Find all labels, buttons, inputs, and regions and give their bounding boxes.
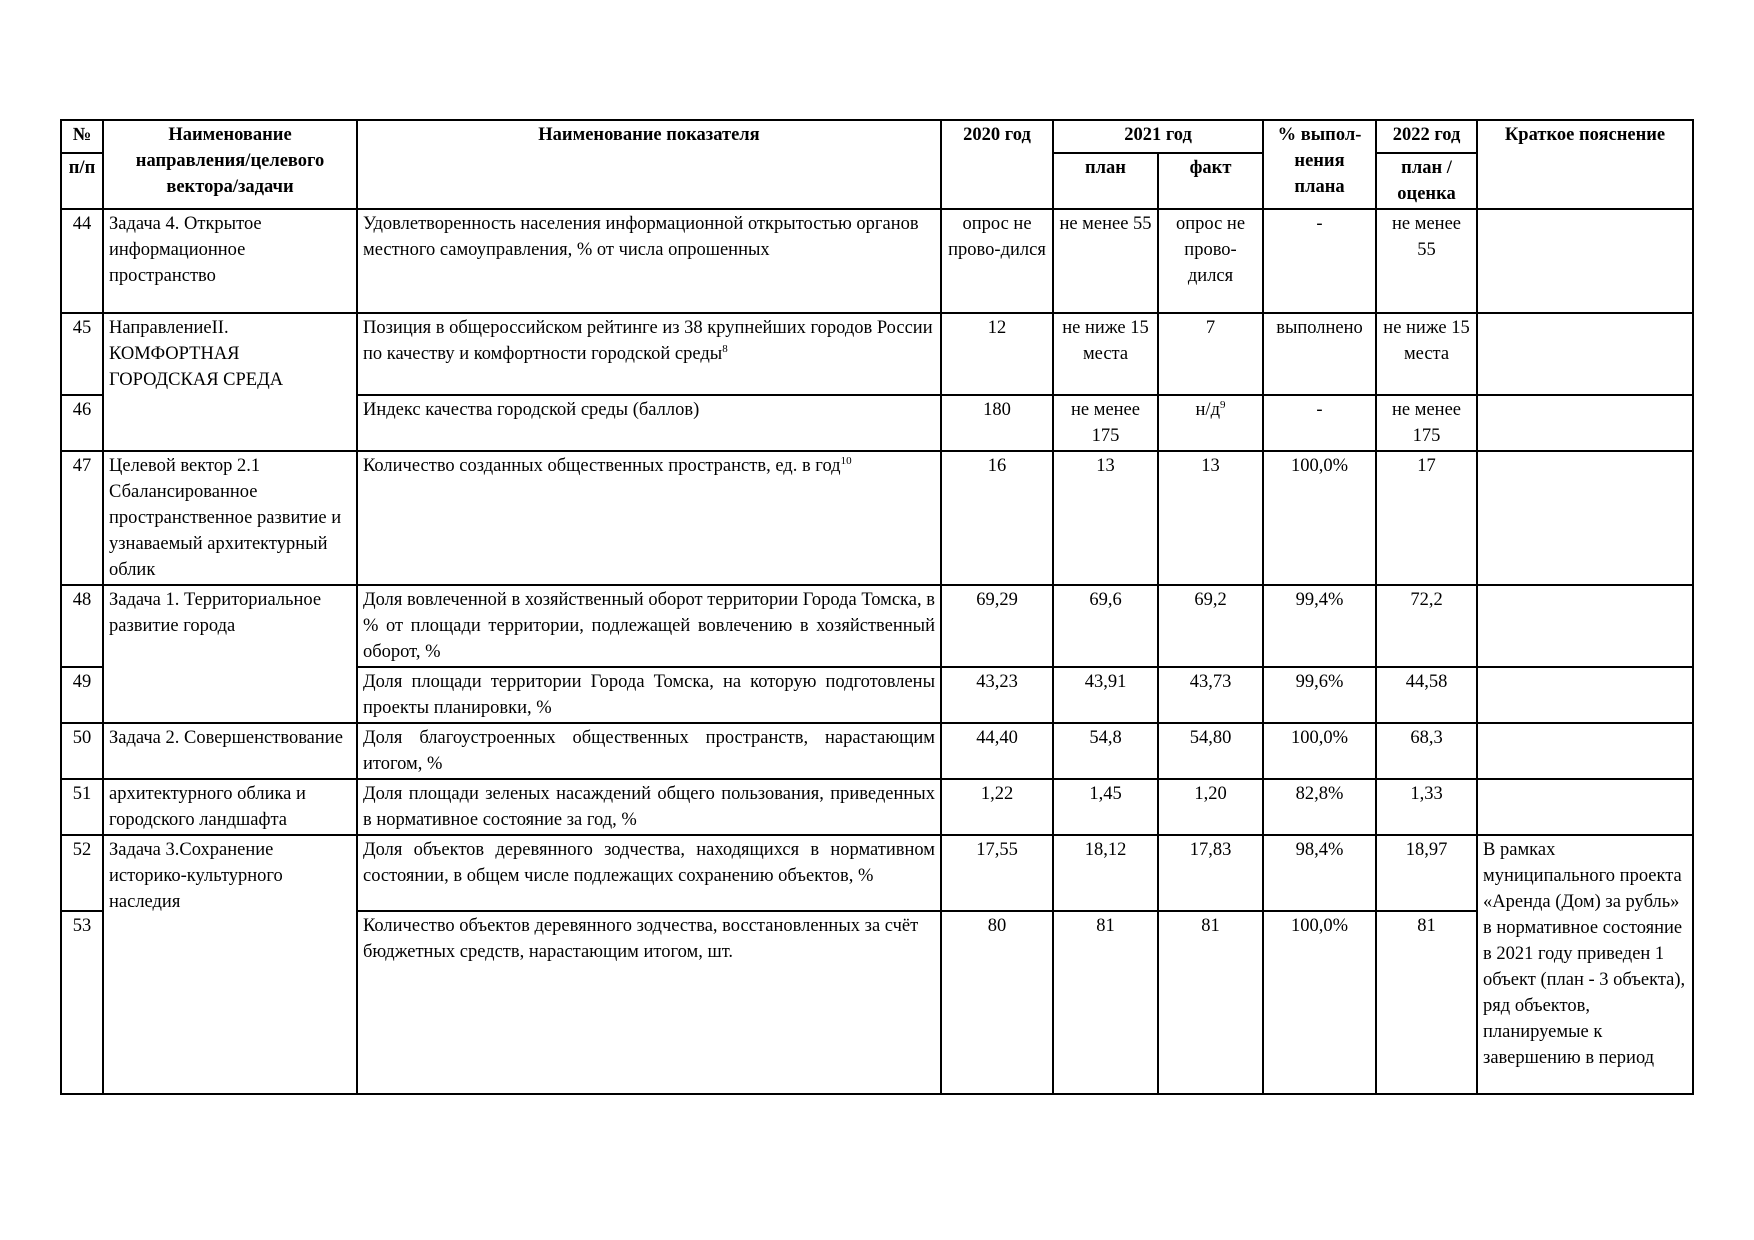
header-2022: 2022 год: [1376, 120, 1477, 153]
indicator-cell: Доля благоустроенных общественных пространств, нарастающим итогом, %: [357, 723, 941, 779]
header-direction-line1: Наименование: [168, 125, 292, 145]
value-2022: не менее 175: [1376, 395, 1477, 451]
table-row: [61, 779, 1693, 835]
value-2022: 81: [1376, 911, 1477, 1094]
value-2021-plan: 81: [1053, 911, 1158, 1094]
value-pct: 99,4%: [1263, 585, 1376, 667]
indicator-cell: Доля вовлеченной в хозяйственный оборот территории Города Томска, в % от площади территории, подлежащей вовлечению в хозяйственный оборот, %: [357, 585, 941, 667]
indicators-table: [60, 119, 1694, 1095]
value-2021-fact: 81: [1158, 911, 1263, 1094]
direction-cell: Задача 1. Территориальное развитие города: [103, 585, 357, 723]
value-2022: 44,58: [1376, 667, 1477, 723]
value-2022: 17: [1376, 451, 1477, 585]
indicator-cell: Доля объектов деревянного зодчества, находящихся в нормативном состоянии, в общем числе подлежащих сохранению объектов, %: [357, 835, 941, 911]
value-2022: не менее 55: [1376, 209, 1477, 313]
row-number: 49: [61, 667, 103, 723]
direction-cell: Задача 3.Сохранение историко-культурного наследия: [103, 835, 357, 1094]
direction-cell: Задача 4. Открытое информационное пространство: [103, 209, 357, 313]
value-2020: 12: [941, 313, 1053, 395]
header-num-pp: п/п: [61, 153, 103, 209]
value-2021-fact: 43,73: [1158, 667, 1263, 723]
value-2022: не ниже 15 места: [1376, 313, 1477, 395]
table-row: [61, 451, 1693, 585]
direction-cell: Целевой вектор 2.1 Сбалансированное пространственное развитие и узнаваемый архитектурный облик: [103, 451, 357, 585]
value-2020: 69,29: [941, 585, 1053, 667]
header-direction-line2: направления/целевого вектора/задачи: [135, 151, 325, 197]
value-2021-fact: 1,20: [1158, 779, 1263, 835]
row-number: 53: [61, 911, 103, 1094]
indicator-cell: [357, 313, 941, 395]
value-2021-plan: не ниже 15 места: [1053, 313, 1158, 395]
row-number: 50: [61, 723, 103, 779]
indicator-cell: Индекс качества городской среды (баллов): [357, 395, 941, 451]
indicator-cell: Доля площади территории Города Томска, на которую подготовлены проекты планировки, %: [357, 667, 941, 723]
value-2021-plan: 54,8: [1053, 723, 1158, 779]
row-number: 52: [61, 835, 103, 911]
value-2021-plan: 43,91: [1053, 667, 1158, 723]
value-2022: 1,33: [1376, 779, 1477, 835]
value-2020: 180: [941, 395, 1053, 451]
value-2021-fact: [1158, 395, 1263, 451]
note-cell: В рамках муниципального проекта «Аренда (Дом) за рубль» в нормативное состояние в 2021 году приведен 1 объект (план - 3 объекта), ряд объектов, планируемые к завершению в период: [1477, 835, 1693, 1094]
value-2020: 17,55: [941, 835, 1053, 911]
footnote-ref: 9: [1219, 398, 1226, 411]
indicator-cell: Доля площади зеленых насаждений общего пользования, приведенных в нормативное состояние за год, %: [357, 779, 941, 835]
note-cell: [1477, 585, 1693, 667]
direction-cell: архитектурного облика и городского ландшафта: [103, 779, 357, 835]
header-direction: [103, 120, 357, 209]
note-cell: [1477, 451, 1693, 585]
value-pct: 99,6%: [1263, 667, 1376, 723]
header-2020: 2020 год: [941, 120, 1053, 209]
table-row: [61, 835, 1693, 911]
value-2021-plan: 13: [1053, 451, 1158, 585]
value-pct: 100,0%: [1263, 911, 1376, 1094]
direction-cell: НаправлениеII. КОМФОРТНАЯ ГОРОДСКАЯ СРЕДА: [103, 313, 357, 451]
note-cell: [1477, 395, 1693, 451]
fact-text: н/д: [1195, 400, 1220, 420]
indicator-text: Позиция в общероссийском рейтинге из 38 крупнейших городов России по качеству и комфортности городской среды: [363, 318, 933, 364]
note-cell: [1477, 209, 1693, 313]
value-2021-fact: 13: [1158, 451, 1263, 585]
indicator-cell: [357, 451, 941, 585]
row-number: 48: [61, 585, 103, 667]
header-2022-plan-est: план / оценка: [1376, 153, 1477, 209]
header-2021: 2021 год: [1053, 120, 1263, 153]
value-2020: 44,40: [941, 723, 1053, 779]
header-pct: % выпол-нения плана: [1263, 120, 1376, 209]
value-2020: опрос не прово-дился: [941, 209, 1053, 313]
value-2021-fact: 17,83: [1158, 835, 1263, 911]
table-row: [61, 723, 1693, 779]
row-number: 45: [61, 313, 103, 395]
value-2021-fact: 54,80: [1158, 723, 1263, 779]
indicator-cell: Удовлетворенность населения информационной открытостью органов местного самоуправления, % от числа опрошенных: [357, 209, 941, 313]
value-2022: 18,97: [1376, 835, 1477, 911]
value-pct: -: [1263, 395, 1376, 451]
row-number: 47: [61, 451, 103, 585]
value-2021-plan: не менее 175: [1053, 395, 1158, 451]
value-2021-fact: опрос не прово-дился: [1158, 209, 1263, 313]
indicator-cell: Количество объектов деревянного зодчества, восстановленных за счёт бюджетных средств, нарастающим итогом, шт.: [357, 911, 941, 1094]
table-row: [61, 313, 1693, 395]
value-2021-plan: 69,6: [1053, 585, 1158, 667]
footnote-ref: 10: [840, 454, 852, 467]
header-note: Краткое пояснение: [1477, 120, 1693, 209]
value-2020: 43,23: [941, 667, 1053, 723]
value-pct: 98,4%: [1263, 835, 1376, 911]
header-num: №: [61, 120, 103, 153]
indicator-text: Количество созданных общественных пространств, ед. в год: [363, 456, 841, 476]
direction-cell: Задача 2. Совершенствование: [103, 723, 357, 779]
table-row: [61, 209, 1693, 313]
value-2021-plan: 18,12: [1053, 835, 1158, 911]
footnote-ref: 8: [722, 342, 728, 355]
value-2022: 68,3: [1376, 723, 1477, 779]
header-indicator: Наименование показателя: [357, 120, 941, 209]
value-2020: 80: [941, 911, 1053, 1094]
value-2020: 1,22: [941, 779, 1053, 835]
value-2020: 16: [941, 451, 1053, 585]
row-number: 44: [61, 209, 103, 313]
header-2021-fact: факт: [1158, 153, 1263, 209]
value-pct: 82,8%: [1263, 779, 1376, 835]
row-number: 46: [61, 395, 103, 451]
value-pct: 100,0%: [1263, 723, 1376, 779]
note-cell: [1477, 667, 1693, 723]
header-2021-plan: план: [1053, 153, 1158, 209]
note-cell: [1477, 313, 1693, 395]
note-cell: [1477, 723, 1693, 779]
value-2021-plan: 1,45: [1053, 779, 1158, 835]
row-number: 51: [61, 779, 103, 835]
value-2021-plan: не менее 55: [1053, 209, 1158, 313]
value-2022: 72,2: [1376, 585, 1477, 667]
value-pct: 100,0%: [1263, 451, 1376, 585]
value-pct: -: [1263, 209, 1376, 313]
note-cell: [1477, 779, 1693, 835]
value-pct: выполнено: [1263, 313, 1376, 395]
value-2021-fact: 69,2: [1158, 585, 1263, 667]
table-header: [61, 120, 1693, 209]
value-2021-fact: 7: [1158, 313, 1263, 395]
table-row: [61, 585, 1693, 667]
